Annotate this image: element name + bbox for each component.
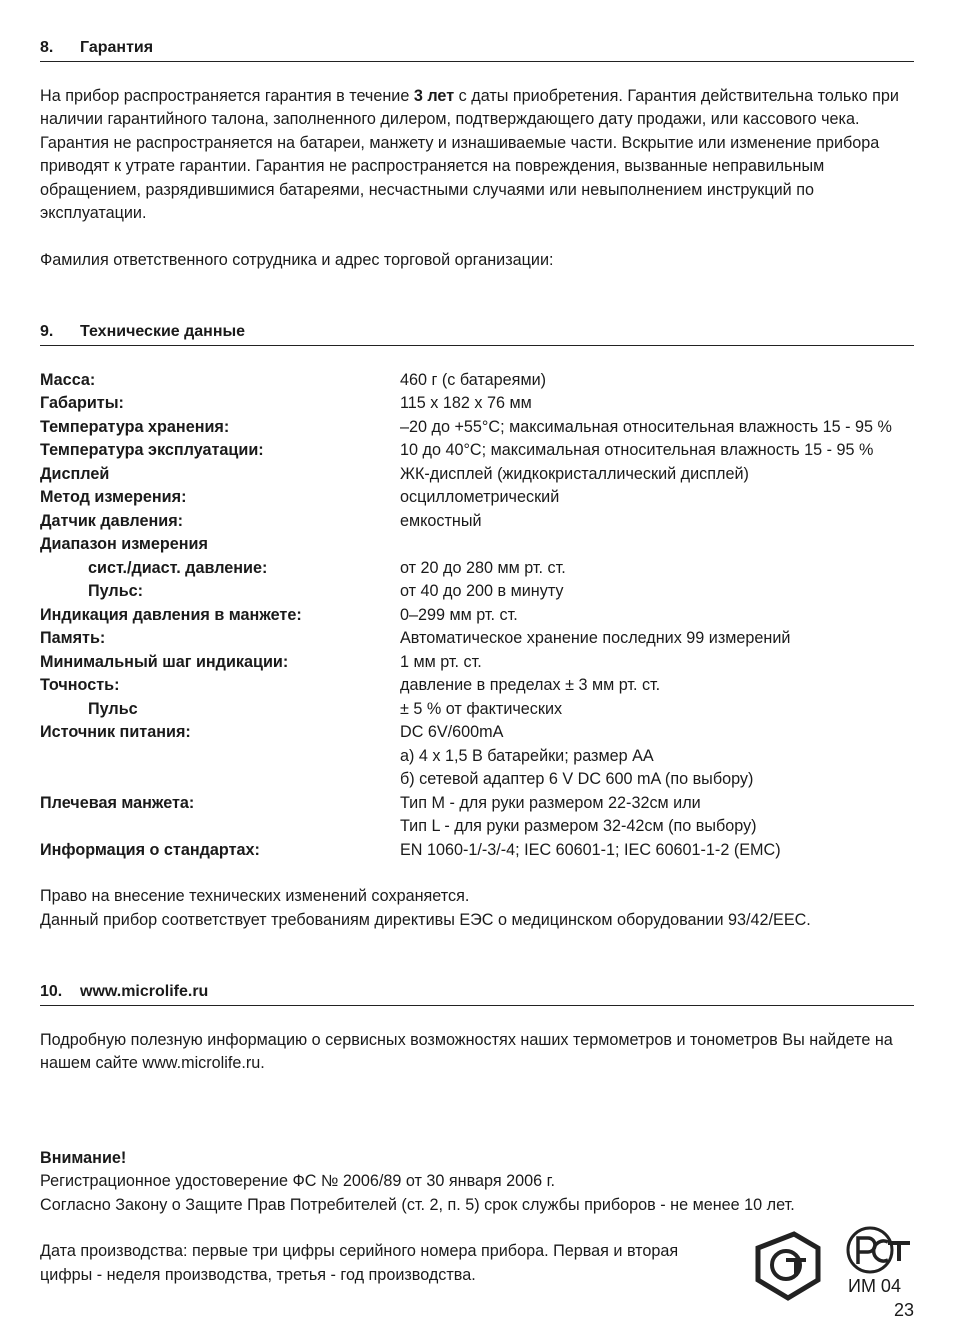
section-10-heading: [40, 980, 914, 1006]
spec-value: Автоматическое хранение последних 99 измерений: [400, 629, 791, 647]
spec-value: Тип L - для руки размером 32-42см (по выбору): [400, 817, 757, 835]
spec-table: [40, 369, 914, 863]
spec-value: DC 6V/600mA: [400, 723, 504, 741]
spec-key: Датчик давления:: [40, 511, 184, 530]
production-date-line-2: цифры - неделя производства, третья - год производства.: [40, 1265, 476, 1284]
spec-key: [40, 768, 400, 792]
certificate-code: ИМ 04: [848, 1276, 901, 1296]
spec-key: Габариты:: [40, 394, 124, 412]
section-9-heading: [40, 320, 914, 346]
spec-key: Масса:: [40, 370, 96, 389]
spec-key: Пульс: [88, 699, 138, 718]
warranty-paragraph: На прибор распространяется гарантия в течение 3 лет с даты приобретения. Гарантия действительна только при наличии гарантийного талона, заполненного дилером, подтверждающего дату продажи, или кассового чека. Гарантия не распространяется на батареи, манжету и изнашиваемые части. Вскрытие или изменение прибора приводят к утрате гарантии. Гарантия не распространяется на повреждения, вызванные неправильным обращением, разрядившимися батареями, несчастными случаями или невыполнением инструкций по эксплуатации.: [40, 86, 899, 222]
spec-value: 0–299 мм рт. ст.: [400, 605, 518, 624]
page-number: 23: [893, 1300, 914, 1320]
spec-value: 115 x 182 x 76 мм: [400, 394, 532, 412]
spec-key: [40, 745, 400, 769]
section-8-heading: [40, 36, 914, 62]
spec-key: Минимальный шаг индикации:: [40, 652, 289, 671]
section-number: 9.: [40, 323, 54, 340]
spec-value: [400, 533, 914, 557]
spec-key: Температура эксплуатации:: [40, 441, 264, 459]
spec-value: ± 5 % от фактических: [400, 699, 563, 718]
directive-note: Данный прибор соответствует требованиям директивы ЕЭС о медицинском оборудовании 93/42/EEC.: [40, 910, 811, 929]
spec-value: б) сетевой адаптер 6 V DC 600 mA (по выбору): [400, 770, 754, 788]
spec-key: Температура хранения:: [40, 417, 230, 436]
spec-key: [40, 815, 400, 839]
spec-value: 460 г (с батареями): [400, 370, 547, 389]
section-title: Технические данные: [80, 323, 246, 340]
spec-value: а) 4 x 1,5 В батарейки; размер АА: [400, 746, 654, 765]
spec-value: 10 до 40°С; максимальная относительная влажность 15 - 95 %: [400, 441, 874, 459]
dealer-info-paragraph: Фамилия ответственного сотрудника и адрес торговой организации:: [40, 250, 554, 269]
spec-key: Пульс:: [88, 582, 144, 600]
rst-certification-icon: [844, 1224, 916, 1276]
spec-key: Плечевая манжета:: [40, 793, 195, 812]
registration-line: Регистрационное удостоверение ФС № 2006/89 от 30 января 2006 г.: [40, 1172, 556, 1190]
production-date-line-1: Дата производства: первые три цифры серийного номера прибора. Первая и вторая: [40, 1242, 679, 1260]
spec-key: Информация о стандартах:: [40, 840, 260, 859]
spec-key: Диапазон измерения: [40, 535, 208, 553]
spec-key: Точность:: [40, 676, 120, 694]
spec-value: осциллометрический: [400, 488, 560, 506]
spec-key: Индикация давления в манжете:: [40, 605, 302, 624]
spec-value: Тип М - для руки размером 22-32см или: [400, 793, 701, 812]
spec-value: от 20 до 280 мм рт. ст.: [400, 558, 566, 577]
attention-title: Внимание!: [40, 1148, 127, 1167]
spec-value: давление в пределах ± 3 мм рт. ст.: [400, 676, 661, 694]
section-number: 10.: [40, 983, 63, 1000]
spec-value: EN 1060-1/-3/-4; IEC 60601-1; IEC 60601-1-2 (EMC): [400, 840, 781, 859]
spec-key: сист./диаст. давление:: [88, 558, 268, 577]
section-title: Гарантия: [80, 39, 154, 56]
document-page: [40, 36, 914, 1287]
tech-change-note: Право на внесение технических изменений сохраняется.: [40, 887, 470, 905]
spec-value: емкостный: [400, 511, 482, 530]
certification-logos: [748, 1218, 918, 1338]
service-life-line: Согласно Закону о Защите Прав Потребителей (ст. 2, п. 5) срок службы приборов - не менее 10 лет.: [40, 1195, 795, 1214]
spec-value: 1 мм рт. ст.: [400, 652, 482, 671]
spec-value: от 40 до 200 в минуту: [400, 582, 564, 600]
spec-key: Память:: [40, 629, 106, 647]
spec-value: ЖК-дисплей (жидкокристаллический дисплей): [400, 464, 749, 483]
spec-value: –20 до +55°С; максимальная относительная влажность 15 - 95 %: [400, 417, 892, 436]
section-title: www.microlife.ru: [80, 983, 209, 1000]
spec-key: Метод измерения:: [40, 488, 187, 506]
spec-key: Дисплей: [40, 464, 110, 483]
section-number: 8.: [40, 39, 54, 56]
spec-key: Источник питания:: [40, 723, 191, 741]
website-paragraph: Подробную полезную информацию о сервисных возможностях наших термометров и тонометров Вы найдете на нашем сайте www.microlife.ru.: [40, 1030, 893, 1072]
